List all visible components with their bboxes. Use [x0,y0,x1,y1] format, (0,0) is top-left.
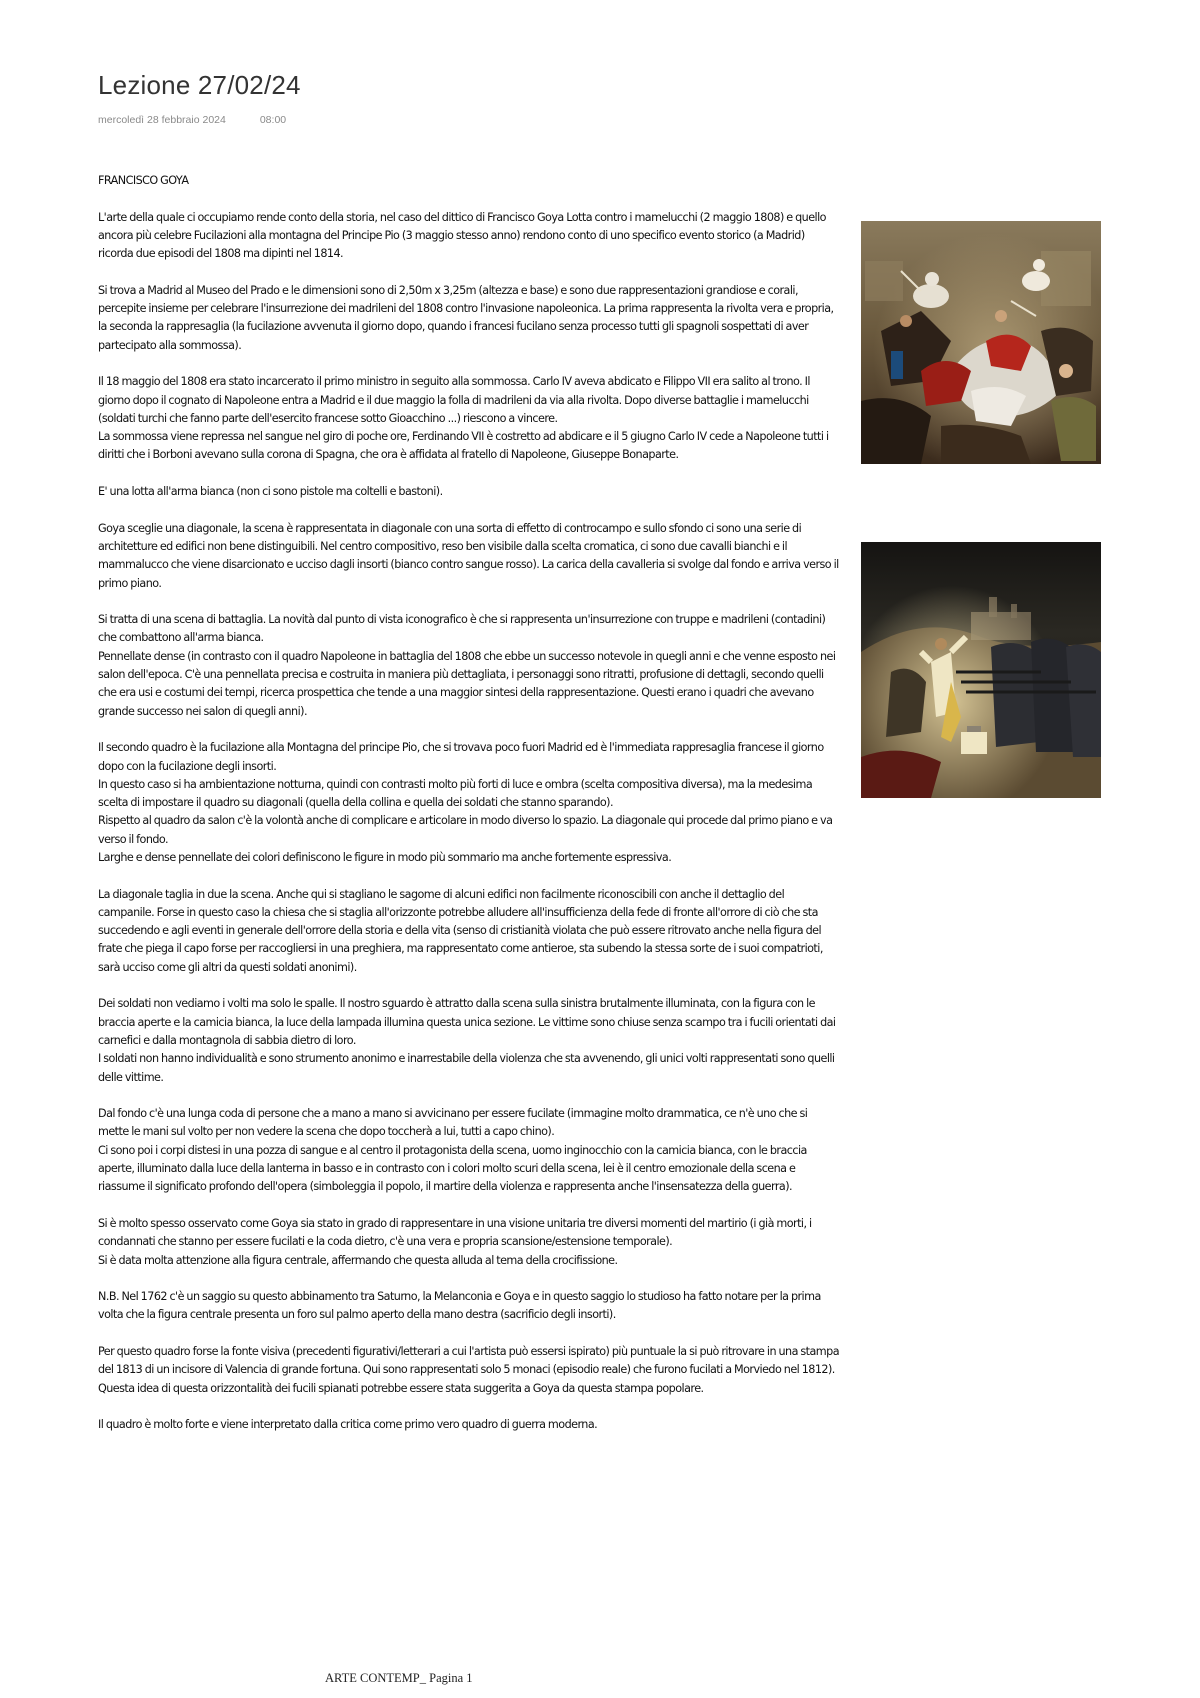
page-meta [98,114,286,126]
paragraph: N.B. Nel 1762 c'è un saggio su questo abbinamento tra Saturno, la Melanconia e Goya e in questo saggio lo studioso ha fatto notare per la prima volta che la figura centrale presenta un foro sul palmo aperto della mano destra (sacrificio degli insorti). [98,1290,821,1322]
paragraph: Per questo quadro forse la fonte visiva (precedenti figurativi/letterari a cui l'artista può essersi ispirato) più puntuale la si può ritrovare in una stampa del 1813 di un incisore di Valencia di grande fortuna. Qui sono rappresentati solo 5 monaci (episodio reale) che furono fucilati a Morviedo nel 1812). Questa idea di questa orizzontalità dei fucili spianati potrebbe essere stata suggerita a Goya da questa stampa popolare. [98,1345,840,1395]
paragraph: Dal fondo c'è una lunga coda di persone che a mano a mano si avvicinano per essere fucilate (immagine molto drammatica, ce n'è uno che si mette le mani sul volto per non vedere la scena che dopo toccherà a lui, tutti a capo chino). Ci sono poi i corpi distesi in una pozza di sangue e al centro il protagonista della scena, uomo inginocchio con la camicia bianca, con le braccia aperte, illuminato dalla luce della lanterna in basso e in contrasto con i colori molto scuri della scena, lei è il centro emozionale della scena e riassume il significato profondo dell'opera (simboleggia il popolo, il martire della violenza e rappresenta anche l'insensatezza della guerra). [98,1107,808,1194]
paragraph: L'arte della quale ci occupiamo rende conto della storia, nel caso del dittico di Francisco Goya Lotta contro i mamelucchi (2 maggio 1808) e quello ancora più celebre Fucilazioni alla montagna del Principe Pio (3 maggio stesso anno) rendono conto di uno specifico evento storico (a Madrid) ricorda due episodi del 1808 ma dipinti nel 1814. [98,210,826,261]
page-date: mercoledì 28 febbraio 2024 [98,114,226,126]
execution-painting-image [861,542,1101,798]
paragraph: Dei soldati non vediamo i volti ma solo le spalle. Il nostro sguardo è attratto dalla scena sulla sinistra brutalmente illuminata, con la figura con le braccia aperte e la camicia bianca, la luce della lampada illumina questa unica sezione. Le vittime sono chiuse senza scampo tra i fucili orientati dai carnefici e dalla montagnola di sabbia dietro di loro. I soldati non hanno individualità e sono strumento anonimo e inarrestabile della violenza che sta avvenendo, gli unici volti rappresentati sono quelli delle vittime. [98,997,836,1084]
paragraph: Goya sceglie una diagonale, la scena è rappresentata in diagonale con una sorta di effetto di controcampo e sullo sfondo ci sono una serie di architetture ed edifici non bene distinguibili. Nel centro compositivo, reso ben visibile dalla scelta cromatica, ci sono due cavalli bianchi e il mammalucco che viene disarcionato e ucciso dagli insorti (bianco contro sangue rosso). La carica della cavalleria si svolge dal fondo e arriva verso il primo piano. [98,521,839,590]
note-body [98,172,840,1453]
paragraph: Il quadro è molto forte e viene interpretato dalla critica come primo vero quadro di guerra moderna. [98,1418,598,1432]
section-heading: FRANCISCO GOYA [98,174,189,187]
page-title: Lezione 27/02/24 [98,70,301,100]
paragraph: Si è molto spesso osservato come Goya sia stato in grado di rappresentare in una visione unitaria tre diversi momenti del martirio (i già morti, i condannati che stanno per essere fucilati e la coda dietro, c'è una vera e propria scansione/estensione temporale). Si è data molta attenzione alla figura centrale, affermando che questa alluda al tema della crocifissione. [98,1216,812,1267]
paragraph: Si tratta di una scena di battaglia. La novità dal punto di vista iconografico è che si rappresenta un'insurrezione con truppe e madrileni (contadini) che combattono all'arma bianca. Pennellate dense (in contrasto con il quadro Napoleone in battaglia del 1808 che ebbe un successo notevole in quegli anni e che venne esposto nei salon dell'epoca. C'è una pennellata precisa e costruita in maniera più dettagliata, i personaggi sono ritratti, profusione di dettagli, secondo quelli che era usi e costumi dei tempi, ricerca prospettica che tende a una maggior sintesi della rappresentazione. Questi erano i quadri che avevano grande successo nei salon di quegli anni). [98,613,836,718]
page-footer: ARTE CONTEMP_ Pagina 1 [325,1671,473,1685]
paragraph: Il 18 maggio del 1808 era stato incarcerato il primo ministro in seguito alla sommossa. Carlo IV aveva abdicato e Filippo VII era salito al trono. Il giorno dopo il cognato di Napoleone entra a Madrid e il due maggio la folla di madrileni da via alla rivolta. Dopo diverse battaglie i mamelucchi (soldati turchi che fanno parte dell'esercito francese sotto Gioacchino ...) riescono a vincere. La sommossa viene repressa nel sangue nel giro di poche ore, Ferdinando VII è costretto ad abdicare e il 5 giugno Carlo IV cede a Napoleone tutti i diritti che i Borboni avevano sulla corona di Spagna, che ora è affidata al fratello di Napoleone, Giuseppe Bonaparte. [98,375,829,462]
battle-painting-image [861,221,1101,464]
paragraph: Si trova a Madrid al Museo del Prado e le dimensioni sono di 2,50m x 3,25m (altezza e base) e sono due rappresentazioni grandiose e corali, percepite insieme per celebrare l'insurrezione dei madrileni del 1808 contro l'invasione napoleonica. La prima rappresenta la rivolta vera e propria, la seconda la rappresaglia (la fucilazione avvenuta il giorno dopo, quando i francesi fucilano senza processo tutti gli spagnoli sospettati di aver partecipato alla sommossa). [98,283,834,352]
paragraph: La diagonale taglia in due la scena. Anche qui si stagliano le sagome di alcuni edifici non facilmente riconoscibili con anche il dettaglio del campanile. Forse in questo caso la chiesa che si staglia all'orizzonte potrebbe alludere all'insufficienza della fede di fronte all'orrore di ciò che sta succedendo e agli eventi in generale dell'orrore della storia e della vita (senso di cristianità violata che può essere ritrovato anche nella figura del frate che piega il capo forse per raccogliersi in una preghiera, ma rappresentato come antieroe, sta subendo la stessa sorte de i suoi compatrioti, sarà ucciso come gli altri da questi soldati anonimi). [98,887,823,974]
paragraph: Il secondo quadro è la fucilazione alla Montagna del principe Pio, che si trovava poco fuori Madrid ed è l'immediata rappresaglia francese il giorno dopo con la fucilazione degli insorti. In questo caso si ha ambientazione notturna, quindi con contrasti molto più forti di luce e ombra (scelta compositiva diversa), ma la medesima scelta di impostare il quadro su diagonali (quella della collina e quella dei soldati che stanno sparando). Rispetto al quadro da salon c'è la volontà anche di complicare e articolare in modo diverso lo spazio. La diagonale qui procede dal primo piano e va verso il fondo. Larghe e dense pennellate dei colori definiscono le figure in modo più sommario ma anche fortemente espressiva. [98,741,833,864]
paragraph: E' una lotta all'arma bianca (non ci sono pistole ma coltelli e bastoni). [98,485,443,499]
page-time: 08:00 [259,114,287,126]
